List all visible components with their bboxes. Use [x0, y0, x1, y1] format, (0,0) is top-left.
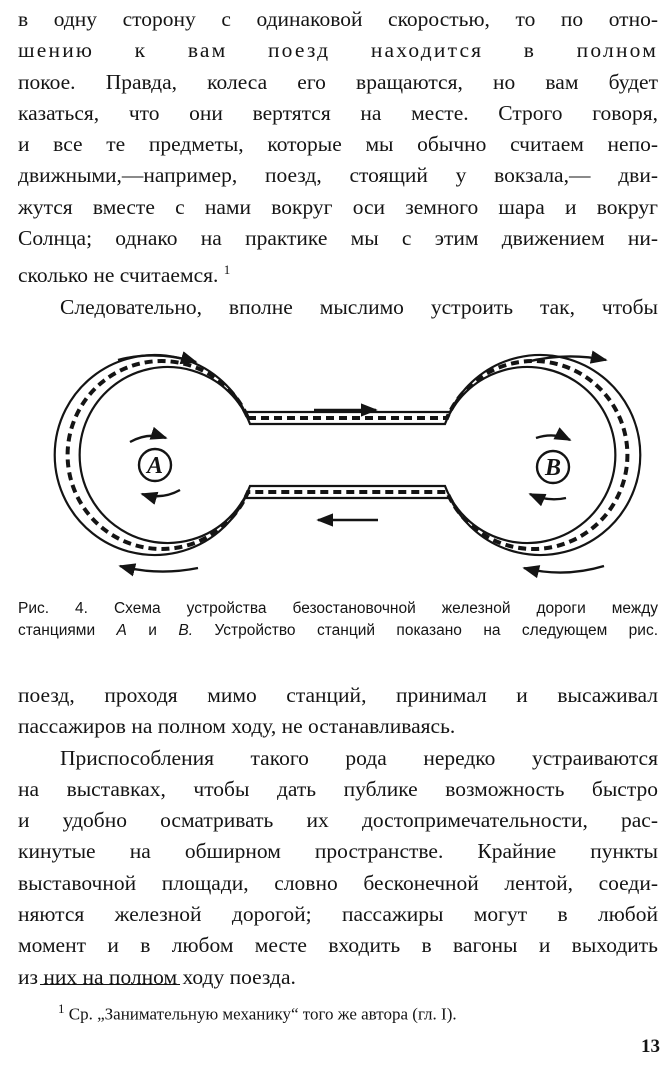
- text-line: казаться, что они вертятся на месте. Строго говоря,: [18, 100, 658, 125]
- station-a-label: A: [146, 453, 164, 479]
- text-line: няются железной дорогой; пассажиры могут в любой: [18, 902, 658, 927]
- rotation-arrow-a-top: [130, 436, 166, 442]
- text-line: покое. Правда, колеса его вращаются, но вам будет: [18, 69, 658, 94]
- footnote: [58, 998, 457, 1026]
- station-b: [537, 451, 569, 483]
- rotation-arrow-b-bottom: [530, 494, 566, 499]
- text-line: Приспособления такого рода нередко устраиваются: [60, 745, 658, 770]
- text-line: и удобно осматривать их достопримечательности, рас-: [18, 808, 658, 833]
- station-b-label: B: [544, 455, 562, 481]
- caption-station-b: B.: [178, 622, 194, 639]
- text-line: и все те предметы, которые мы обычно считаем непо-: [18, 132, 658, 157]
- text-line: момент и в любом месте входить в вагоны и выходить: [18, 933, 658, 958]
- footnote-divider: [40, 984, 180, 985]
- footnote-mark: 1: [58, 1001, 65, 1016]
- text-line: в одну сторону с одинаковой скоростью, то по отно-: [18, 7, 658, 31]
- caption-text: Устройство станций показано на следующем рис.: [214, 622, 659, 639]
- text-line: жутся вместе с нами вокруг оси земного шара и вокруг: [18, 194, 658, 219]
- footnote-text: Ср. „Занимательную механику“ того же автора (гл. I).: [68, 1004, 457, 1024]
- text-line: пассажиров на полном ходу, не останавливаясь.: [18, 714, 456, 739]
- text-line: поезд, проходя мимо станций, принимал и высаживал: [18, 683, 658, 707]
- rotation-arrow-b-top: [536, 435, 570, 440]
- direction-arrow-bottom-left: [120, 566, 198, 572]
- text-line: из них на полном ходу поезда.: [18, 964, 296, 989]
- caption-text: и: [148, 622, 157, 639]
- caption-line: Рис. 4. Схема устройства безостановочной железной дороги между: [18, 600, 658, 617]
- paragraph-1: [18, 4, 658, 323]
- text-line: кинутые на обширном пространстве. Крайние пункты: [18, 839, 658, 864]
- text-line: на выставках, чтобы дать публике возможность быстро: [18, 776, 658, 801]
- rotation-arrow-a-bottom: [142, 490, 180, 496]
- footnote-reference: 1: [223, 262, 231, 278]
- caption-text: станциями: [18, 622, 96, 639]
- figure-caption: [18, 598, 658, 642]
- text-line: Следовательно, вполне мыслимо устроить так, чтобы: [60, 294, 658, 319]
- text-line: движными,—например, поезд, стоящий у вокзала,— дви-: [18, 163, 658, 188]
- railway-diagram: [38, 340, 658, 590]
- paragraph-3: [18, 680, 658, 993]
- text-line: [18, 254, 658, 291]
- direction-arrow-bottom-right: [524, 566, 604, 573]
- caption-station-a: A: [116, 622, 127, 639]
- page-number: 13: [641, 1036, 660, 1057]
- caption-line: [18, 620, 658, 642]
- text-line-content: сколько не считаемся.: [18, 263, 219, 288]
- text-line: шению к вам поезд находится в полном: [18, 38, 658, 63]
- station-a: [139, 449, 171, 481]
- text-line: выставочной площади, словно бесконечной лентой, соеди-: [18, 870, 658, 895]
- text-line: Солнца; однако на практике мы с этим движением ни-: [18, 226, 658, 251]
